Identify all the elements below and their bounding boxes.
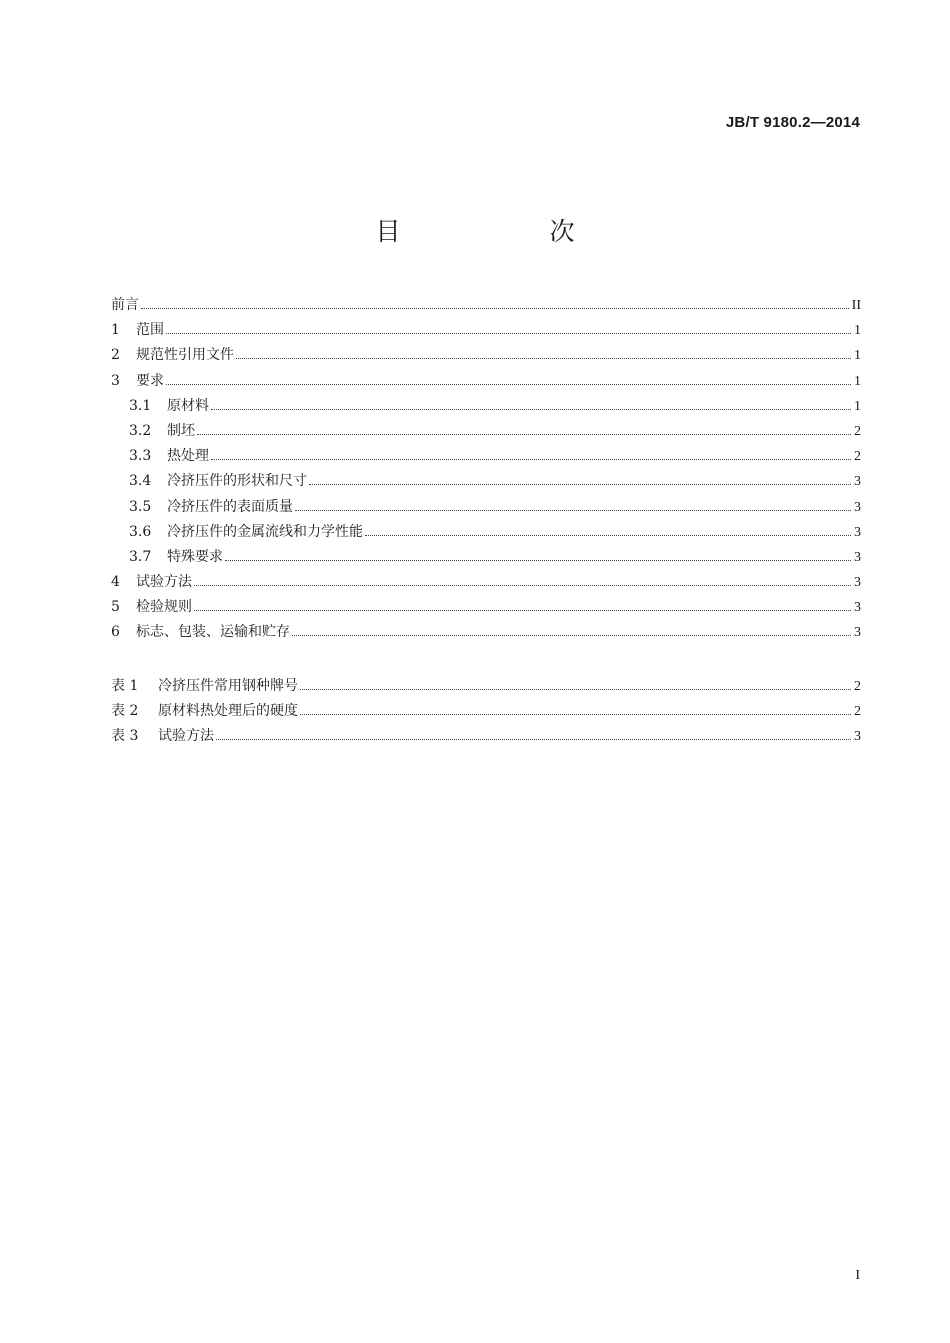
toc-entry-page: 3 xyxy=(854,524,861,540)
toc-entry-number: 表 1 xyxy=(111,678,139,694)
dot-leader xyxy=(292,635,851,636)
page-number: I xyxy=(855,1268,860,1283)
toc-entry-label: 检验规则 xyxy=(136,599,192,616)
toc-entry-number: 3.2 xyxy=(129,422,152,439)
toc-entry[interactable] xyxy=(111,344,861,369)
dot-leader xyxy=(166,333,851,334)
dot-leader xyxy=(309,484,851,485)
toc-entry-page: 3 xyxy=(854,499,861,515)
toc-entry-label: 范围 xyxy=(136,322,164,339)
toc-entry-page: 3 xyxy=(854,575,861,591)
toc-entry-label: 规范性引用文件 xyxy=(136,347,234,364)
toc-entry-number: 3.6 xyxy=(129,523,152,540)
toc-entry-label: 冷挤压件常用钢种牌号 xyxy=(158,678,298,694)
toc-entry-page: 2 xyxy=(854,679,861,694)
toc-entry-label: 热处理 xyxy=(167,448,209,465)
toc-entry[interactable] xyxy=(111,319,861,344)
toc-entry[interactable] xyxy=(111,596,861,621)
toc-entry-number: 3.7 xyxy=(129,548,152,565)
standard-code: JB/T 9180.2—2014 xyxy=(725,114,860,131)
toc-entry-number: 3.5 xyxy=(129,498,152,515)
dot-leader xyxy=(197,434,851,435)
toc-entry-number: 表 2 xyxy=(111,703,139,720)
toc-list xyxy=(111,294,861,647)
toc-entry[interactable] xyxy=(111,294,861,319)
toc-entry[interactable] xyxy=(111,621,861,646)
dot-leader xyxy=(295,510,851,511)
toc-entry-page: 3 xyxy=(854,474,861,490)
toc-entry[interactable] xyxy=(111,700,861,725)
toc-entry-label: 标志、包装、运输和贮存 xyxy=(136,624,290,641)
dot-leader xyxy=(141,308,849,309)
toc-entry-page: 1 xyxy=(854,398,861,414)
toc-entry-page: 1 xyxy=(854,323,861,339)
toc-entry-page: 2 xyxy=(854,704,861,720)
toc-entry[interactable] xyxy=(111,395,861,420)
toc-entry-page: 3 xyxy=(854,625,861,641)
toc-entry[interactable] xyxy=(111,725,861,750)
toc-entry-label: 特殊要求 xyxy=(167,548,223,565)
toc-entry[interactable] xyxy=(111,445,861,470)
toc-entry-number: 3.4 xyxy=(129,473,152,490)
dot-leader xyxy=(300,714,851,715)
toc-entry-page: 3 xyxy=(854,549,861,565)
dot-leader xyxy=(236,358,851,359)
toc-entry-page: 1 xyxy=(854,348,861,364)
toc-entry-number: 6 xyxy=(111,624,120,641)
dot-leader xyxy=(300,689,851,690)
toc-entry-number: 3 xyxy=(111,372,120,389)
dot-leader xyxy=(194,610,851,611)
toc-entry-page: II xyxy=(851,298,861,313)
toc-entry[interactable] xyxy=(111,420,861,445)
toc-entry-label: 原材料 xyxy=(167,397,209,414)
toc-entry-label: 原材料热处理后的硬度 xyxy=(158,703,298,720)
toc-entry[interactable] xyxy=(111,470,861,495)
dot-leader xyxy=(365,535,851,536)
toc-entry[interactable] xyxy=(111,546,861,571)
dot-leader xyxy=(194,585,851,586)
toc-entry-number: 1 xyxy=(111,322,120,339)
dot-leader xyxy=(225,560,851,561)
toc-entry-label: 冷挤压件的金属流线和力学性能 xyxy=(167,523,363,540)
toc-entry-label: 冷挤压件的形状和尺寸 xyxy=(167,473,307,490)
toc-entry-page: 3 xyxy=(854,600,861,616)
table-list xyxy=(111,675,861,751)
toc-entry-label: 冷挤压件的表面质量 xyxy=(167,498,293,515)
toc-entry-label: 前言 xyxy=(111,297,139,313)
toc-entry-page: 3 xyxy=(854,729,861,745)
toc-entry[interactable] xyxy=(111,370,861,395)
dot-leader xyxy=(211,459,851,460)
toc-entry-number: 2 xyxy=(111,347,120,364)
toc-entry-number: 5 xyxy=(111,599,120,616)
toc-entry-label: 制坯 xyxy=(167,422,195,439)
toc-entry-number: 3.3 xyxy=(129,448,152,465)
toc-entry[interactable] xyxy=(111,571,861,596)
toc-entry-page: 2 xyxy=(854,423,861,439)
dot-leader xyxy=(166,384,851,385)
toc-entry-label: 要求 xyxy=(136,372,164,389)
dot-leader xyxy=(211,409,851,410)
toc-entry[interactable] xyxy=(111,675,861,700)
toc-entry-page: 1 xyxy=(854,373,861,389)
toc-entry-label: 试验方法 xyxy=(136,574,192,591)
toc-entry[interactable] xyxy=(111,521,861,546)
toc-entry-page: 2 xyxy=(854,449,861,465)
toc-entry-number: 表 3 xyxy=(111,728,139,745)
toc-entry-number: 4 xyxy=(111,574,120,591)
toc-entry-number: 3.1 xyxy=(129,397,152,414)
dot-leader xyxy=(216,739,851,740)
toc-title: 目 次 xyxy=(375,217,637,246)
toc-entry[interactable] xyxy=(111,496,861,521)
toc-entry-label: 试验方法 xyxy=(158,728,214,745)
